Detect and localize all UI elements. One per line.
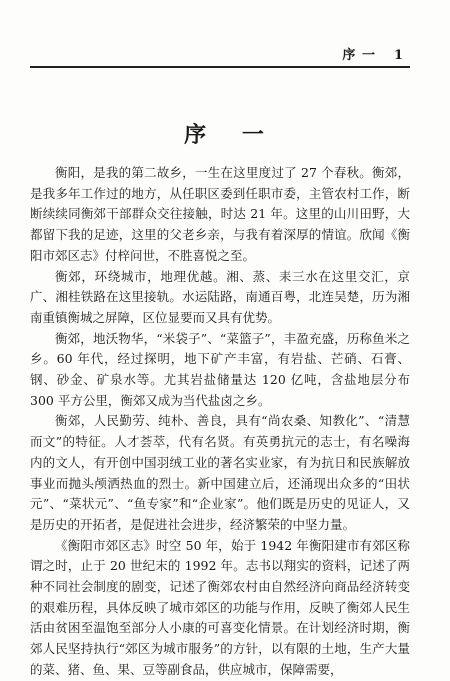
header-rule (30, 66, 410, 68)
paragraph: 衡郊，人民勤劳、纯朴、善良，具有“尚农桑、知教化”、“清慧而文”的特征。人才荟萃，代有名贤。有英勇抗元的志士，有名噪海内的文人，有开创中国羽绒工业的著名实业家，有为抗日和民族解放事业而抛头颅洒热血的烈士。新中国建立后，还涌现出众多的“田状元”、“菜状元”、“鱼专家”和“企业家”。他们既是历史的见证人，又是历史的开拓者，是促进社会进步，经济繁荣的中坚力量。 (30, 413, 410, 532)
page-number: 1 (393, 48, 404, 63)
paragraph: 衡阳，是我的第二故乡，一生在这里度过了 27 个春秋。衡郊，是我多年工作过的地方，从任职区委到任职市委，主管农村工作，断断续续同衡郊干部群众交往接触，时达 21 年。这里的山川田野，大都留下我的足迹，这里的父老乡亲，与我有着深厚的情谊。欣闻《衡阳市郊区志》付梓问世，不胜喜悦之至。 (30, 165, 410, 263)
chapter-title: 序 一 (184, 122, 266, 148)
paragraph: 衡郊，环绕城市，地理优越。湘、蒸、耒三水在这里交汇，京广、湘桂铁路在这里接轨。水运陆路，南通百粤，北连吴楚，历为湘南重镇衡城之屏障，区位显要而又具有优势。 (30, 268, 410, 325)
body-text (30, 163, 410, 681)
running-title: 序 一 (342, 48, 376, 63)
paragraph: 衡郊，地沃物华，“米袋子”、“菜篮子”，丰盈充盛，历称鱼米之乡。60 年代，经过探明，地下矿产丰富，有岩盐、芒硝、石膏、钢、砂金、矿泉水等。尤其岩盐储量达 120 亿吨，含盐地层分布 300 平方公里，衡郊又成为当代盐卤之乡。 (30, 330, 410, 408)
paragraph: 《衡阳市郊区志》时空 50 年，始于 1942 年衡阳建市有郊区称谓之时，止于 20 世纪末的 1992 年。志书以翔实的资料，记述了两种不同社会制度的剧变，记述了衡郊农村由自然经济向商品经济转变的艰难历程，具体反映了城市郊区的功能与作用，反映了衡郊人民生活由贫困至温饱至部分人小康的可喜变化情景。在计划经济时期，衡郊人民坚持执行“郊区为城市服务”的方针，以有限的土地，生产大量的菜、猪、鱼、果、豆等副食品，供应城市，保障需要， (30, 537, 410, 677)
running-header (342, 44, 404, 63)
